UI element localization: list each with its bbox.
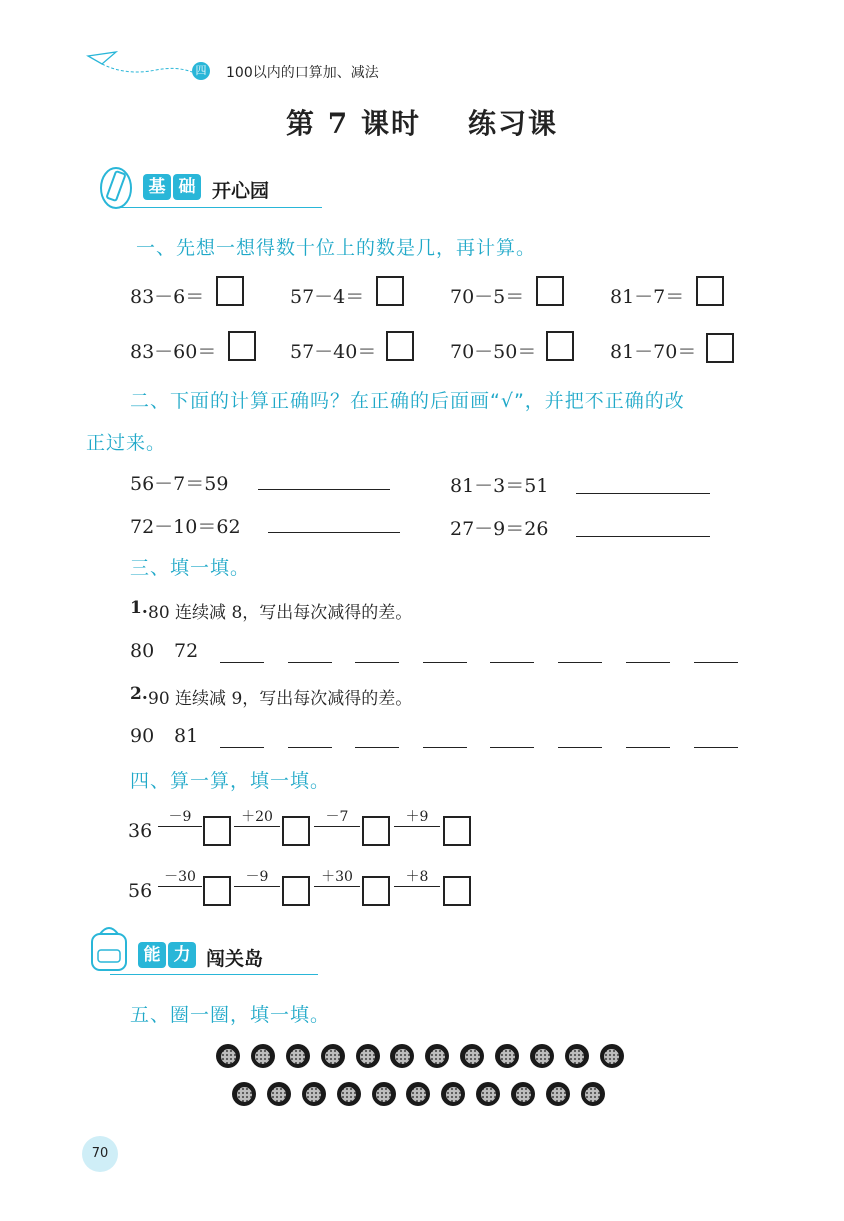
answer-box[interactable]	[376, 276, 404, 306]
answer-box[interactable]	[362, 816, 390, 846]
page-title: 第 7 课时 练习课	[286, 107, 558, 140]
coin-icon	[600, 1044, 624, 1068]
coin-icon	[495, 1044, 519, 1068]
chain-op: ＋20	[241, 809, 273, 825]
chain-op: －9	[168, 809, 192, 825]
coin-icon	[372, 1082, 396, 1106]
q3-sub1-number: 1.	[130, 598, 148, 618]
arrow-icon	[314, 886, 360, 887]
coin-icon	[321, 1044, 345, 1068]
answer-box[interactable]	[386, 331, 414, 361]
coin-row-1	[216, 1044, 624, 1068]
question-1-title: 一、先想一想得数十位上的数是几，再计算。	[136, 237, 537, 259]
seq-second: 72	[174, 640, 199, 662]
answer-line[interactable]	[490, 747, 534, 748]
answer-box[interactable]	[536, 276, 564, 306]
answer-line[interactable]	[558, 662, 602, 663]
answer-line[interactable]	[626, 662, 670, 663]
answer-box[interactable]	[228, 331, 256, 361]
coin-icon	[267, 1082, 291, 1106]
backpack-icon	[86, 922, 134, 974]
arrow-icon	[234, 826, 280, 827]
chain-start: 56	[128, 880, 153, 902]
answer-box[interactable]	[546, 331, 574, 361]
answer-line[interactable]	[355, 747, 399, 748]
answer-line[interactable]	[288, 747, 332, 748]
answer-box[interactable]	[282, 876, 310, 906]
coin-icon	[356, 1044, 380, 1068]
seq-start: 90	[130, 725, 155, 747]
q3-sub1-text: 80 连续减 8，写出每次减得的差。	[148, 603, 413, 623]
coin-icon	[530, 1044, 554, 1068]
answer-line[interactable]	[490, 662, 534, 663]
answer-box[interactable]	[706, 333, 734, 363]
answer-box[interactable]	[282, 816, 310, 846]
answer-line[interactable]	[576, 493, 710, 494]
page-number-badge: 70	[82, 1136, 118, 1172]
answer-box[interactable]	[203, 816, 231, 846]
coin-icon	[216, 1044, 240, 1068]
chain-op: －7	[325, 809, 349, 825]
q2-expr: 81－3＝51	[450, 475, 549, 497]
q2-expr: 72－10＝62	[130, 516, 241, 538]
chain-op: ＋9	[405, 809, 429, 825]
coin-icon	[565, 1044, 589, 1068]
q2-expr: 27－9＝26	[450, 518, 549, 540]
answer-box[interactable]	[443, 876, 471, 906]
q3-sub2-text: 90 连续减 9，写出每次减得的差。	[148, 689, 413, 709]
coin-icon	[232, 1082, 256, 1106]
answer-line[interactable]	[694, 747, 738, 748]
answer-line[interactable]	[558, 747, 602, 748]
question-2-title-cont: 正过来。	[86, 432, 167, 454]
coin-icon	[581, 1082, 605, 1106]
section-label-basic: 开心园	[212, 180, 270, 202]
answer-box[interactable]	[696, 276, 724, 306]
paper-plane-decoration	[86, 50, 196, 80]
q1-expr: 57－40＝	[290, 341, 377, 363]
section-badge-ability-2: 力	[168, 942, 196, 968]
q1-expr: 81－70＝	[610, 341, 697, 363]
question-2-title: 二、下面的计算正确吗？在正确的后面画“√”，并把不正确的改	[130, 390, 685, 412]
seq-second: 81	[174, 725, 199, 747]
q1-expr: 70－50＝	[450, 341, 537, 363]
unit-badge: 四	[192, 62, 210, 80]
coin-icon	[251, 1044, 275, 1068]
coin-icon	[511, 1082, 535, 1106]
arrow-icon	[314, 826, 360, 827]
answer-line[interactable]	[220, 662, 264, 663]
coin-icon	[425, 1044, 449, 1068]
question-4-title: 四、算一算，填一填。	[130, 770, 331, 792]
section-badge-ability-1: 能	[138, 942, 166, 968]
answer-line[interactable]	[694, 662, 738, 663]
arrow-icon	[158, 886, 202, 887]
coin-icon	[441, 1082, 465, 1106]
answer-line[interactable]	[258, 489, 390, 490]
section-underline	[110, 974, 318, 975]
q1-expr: 83－60＝	[130, 341, 217, 363]
answer-line[interactable]	[268, 532, 400, 533]
coin-icon	[460, 1044, 484, 1068]
answer-line[interactable]	[576, 536, 710, 537]
answer-line[interactable]	[423, 747, 467, 748]
coin-icon	[337, 1082, 361, 1106]
chain-op: －9	[245, 869, 269, 885]
section-underline	[112, 207, 322, 208]
chain-op: ＋8	[405, 869, 429, 885]
arrow-icon	[158, 826, 202, 827]
coin-icon	[286, 1044, 310, 1068]
pencil-icon	[96, 162, 136, 212]
coin-icon	[302, 1082, 326, 1106]
answer-box[interactable]	[362, 876, 390, 906]
q3-sub2-number: 2.	[130, 684, 148, 704]
seq-start: 80	[130, 640, 155, 662]
chain-op: ＋30	[321, 869, 353, 885]
q1-expr: 70－5＝	[450, 286, 525, 308]
answer-line[interactable]	[423, 662, 467, 663]
answer-box[interactable]	[203, 876, 231, 906]
q2-expr: 56－7＝59	[130, 473, 229, 495]
section-label-ability: 闯关岛	[206, 948, 264, 970]
arrow-icon	[394, 886, 440, 887]
answer-line[interactable]	[288, 662, 332, 663]
question-5-title: 五、圈一圈，填一填。	[130, 1004, 331, 1026]
q1-expr: 57－4＝	[290, 286, 365, 308]
chain-op: －30	[164, 869, 196, 885]
q1-expr: 83－6＝	[130, 286, 205, 308]
coin-row-2	[232, 1082, 605, 1106]
coin-icon	[390, 1044, 414, 1068]
section-badge-basic-2: 础	[173, 174, 201, 200]
arrow-icon	[234, 886, 280, 887]
coin-icon	[476, 1082, 500, 1106]
q1-expr: 81－7＝	[610, 286, 685, 308]
section-badge-basic-1: 基	[143, 174, 171, 200]
answer-box[interactable]	[443, 816, 471, 846]
answer-line[interactable]	[220, 747, 264, 748]
coin-icon	[406, 1082, 430, 1106]
unit-title: 100以内的口算加、减法	[226, 65, 379, 81]
coin-icon	[546, 1082, 570, 1106]
question-3-title: 三、填一填。	[130, 557, 251, 579]
chain-start: 36	[128, 820, 153, 842]
answer-line[interactable]	[626, 747, 670, 748]
arrow-icon	[394, 826, 440, 827]
answer-box[interactable]	[216, 276, 244, 306]
answer-line[interactable]	[355, 662, 399, 663]
